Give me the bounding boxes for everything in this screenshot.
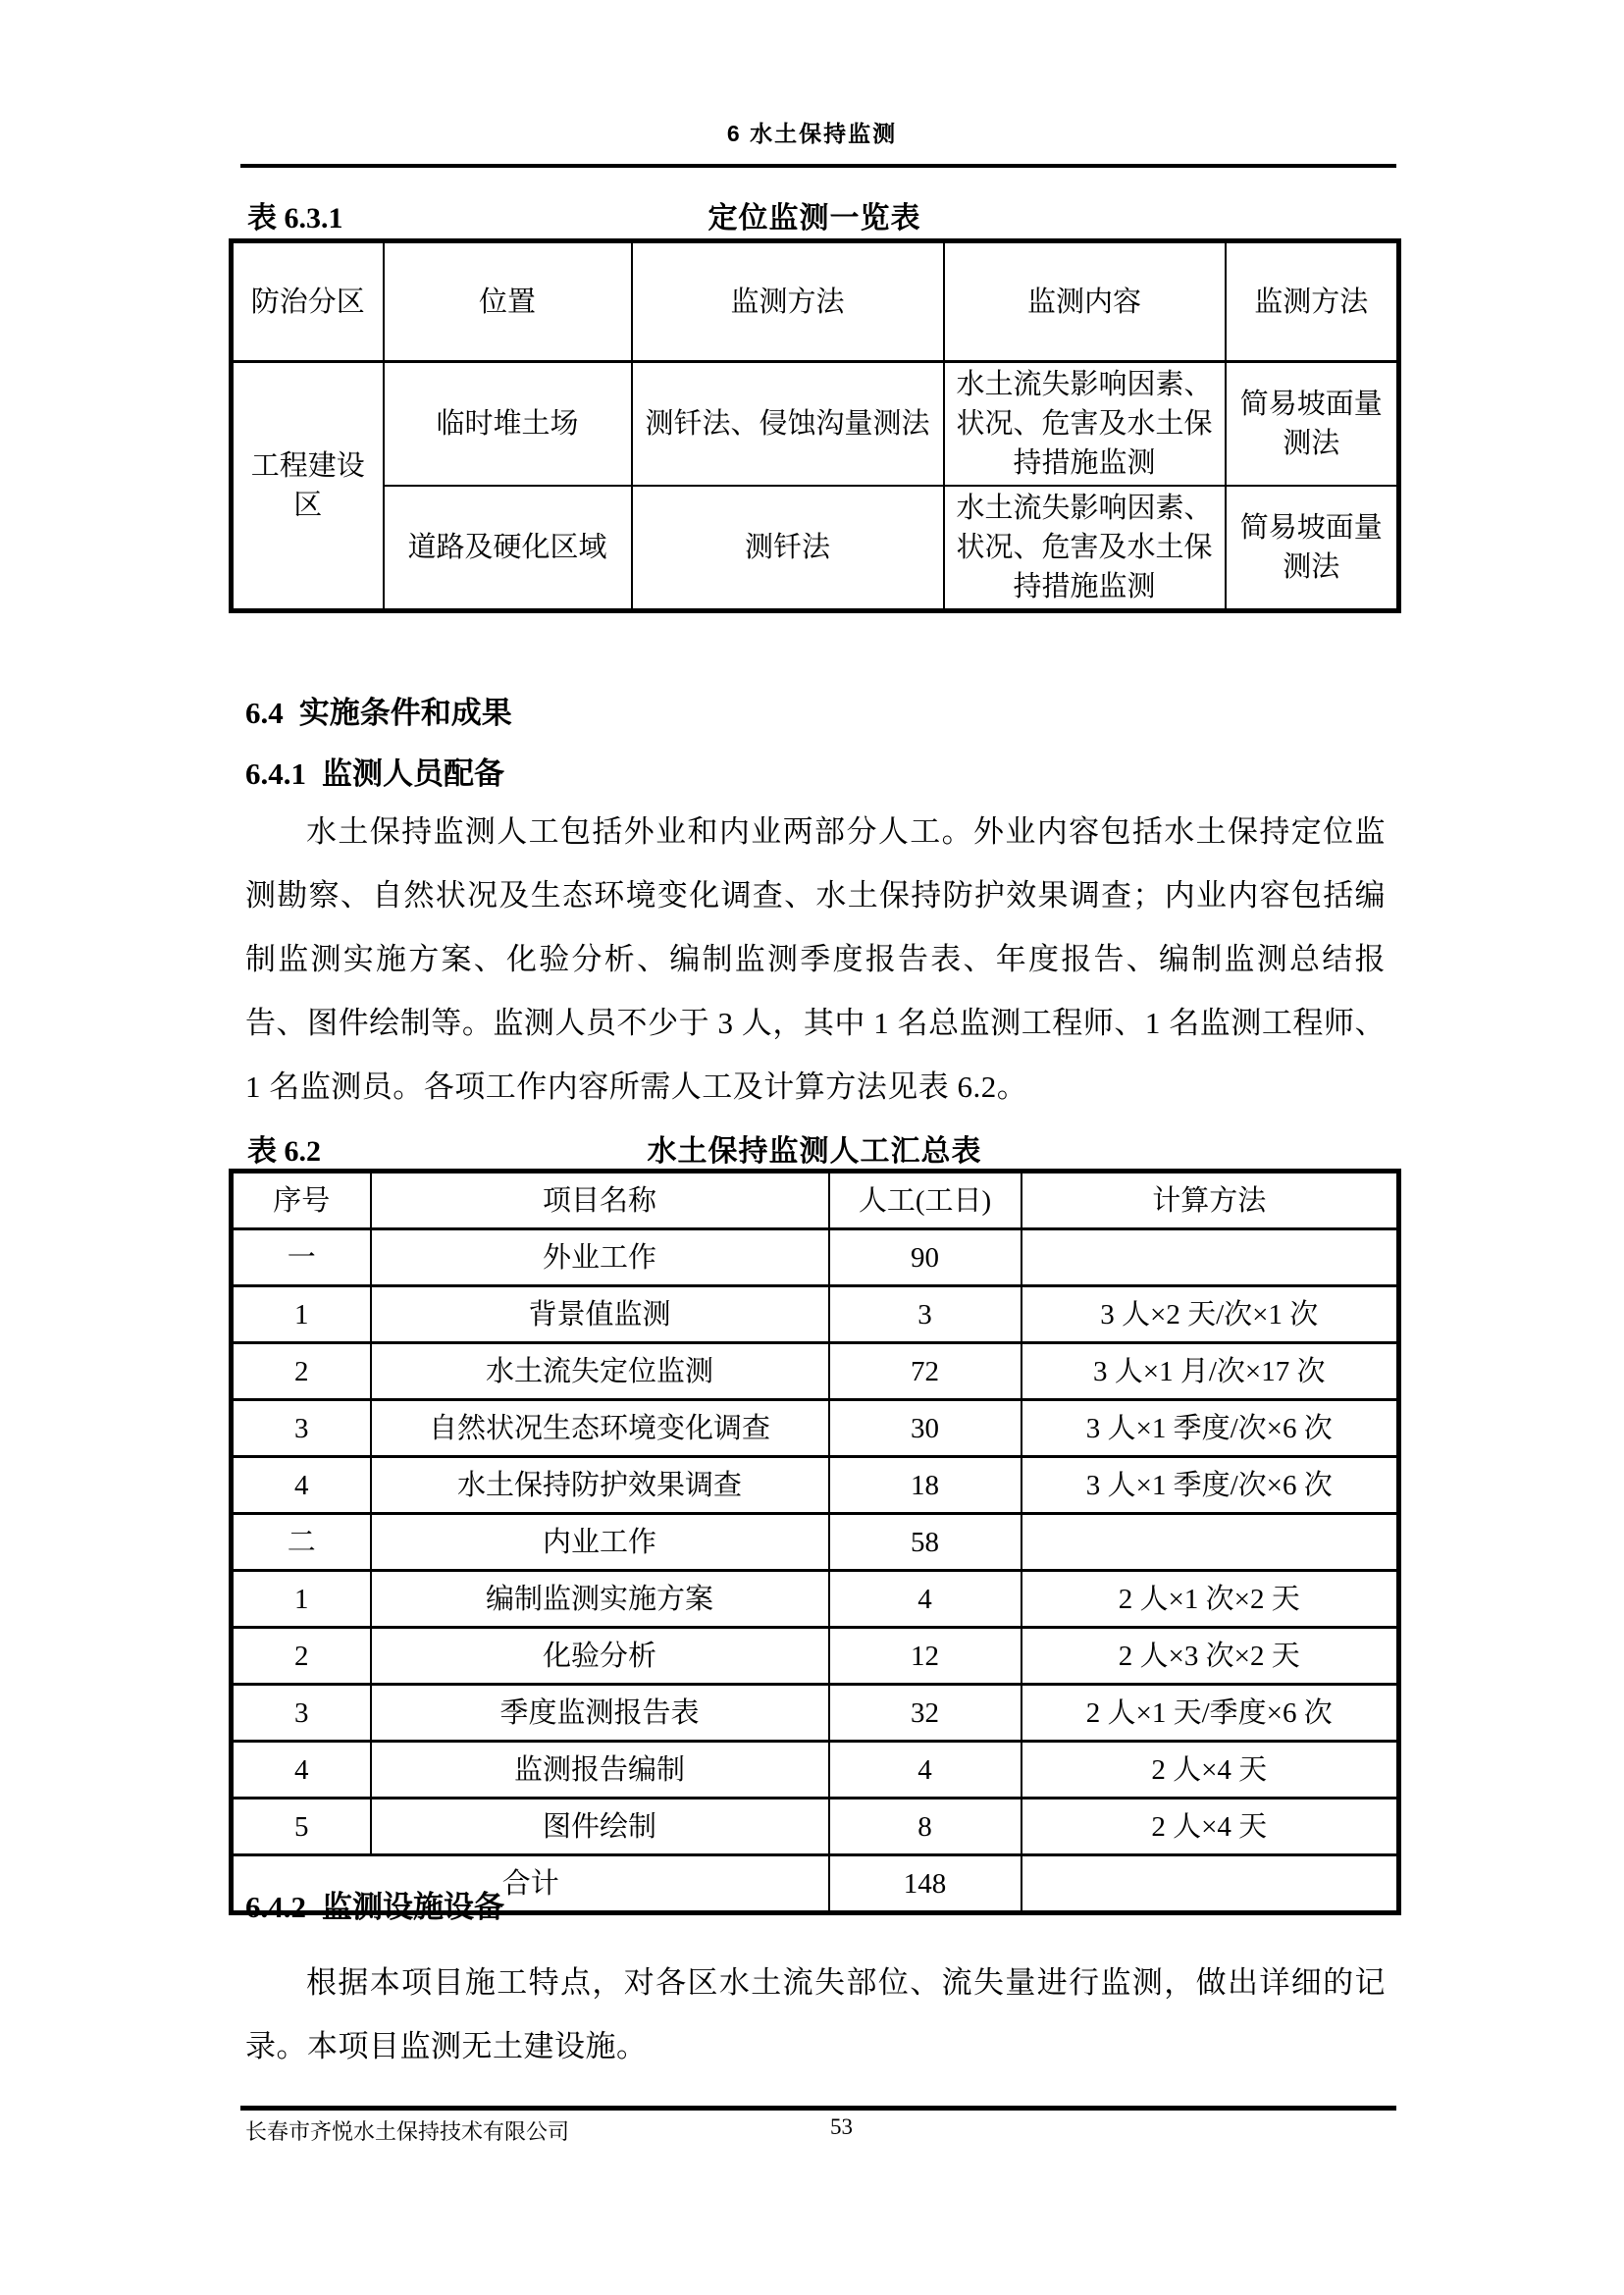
col-header: 监测方法: [1226, 241, 1399, 362]
calc-cell: 3 人×1 季度/次×6 次: [1022, 1457, 1399, 1514]
section-number: 6.4.2: [245, 1890, 306, 1924]
seq-cell: 3: [232, 1685, 371, 1742]
method2-cell: 简易坡面量测法: [1226, 362, 1399, 487]
section-title: 实施条件和成果: [298, 696, 512, 730]
seq-cell: 4: [232, 1742, 371, 1799]
section-title: 监测人员配备: [322, 756, 504, 791]
table-631-header-row: [232, 241, 1399, 362]
calc-cell: 3 人×1 月/次×17 次: [1022, 1343, 1399, 1400]
section-heading-6-4-1: [245, 749, 504, 793]
table-62: [229, 1169, 1401, 1915]
section-heading-6-4: [245, 688, 512, 732]
table-62-caption: [245, 1126, 1384, 1166]
seq-cell: 一: [232, 1229, 371, 1286]
table-row: [232, 1286, 1399, 1343]
item-cell: 内业工作: [371, 1514, 829, 1571]
table-row: [232, 1400, 1399, 1457]
item-cell: 图件绘制: [371, 1799, 829, 1855]
calc-cell: [1022, 1855, 1399, 1913]
calc-cell: 2 人×4 天: [1022, 1742, 1399, 1799]
section-number: 6.4: [245, 696, 284, 730]
paragraph-641: 水土保持监测人工包括外业和内业两部分人工。外业内容包括水土保持定位监测勘察、自然状况及生态环境变化调查、水土保持防护效果调查；内业内容包括编制监测实施方案、化验分析、编制监测季度报告表、年度报告、编制监测总结报告、图件绘制等。监测人员不少于 3 人，其中 1 名总监测工程师、1 名监测工程师、1 名监测员。各项工作内容所需人工及计算方法见表 6.2。: [245, 814, 1386, 1104]
page-header-title: 6 水土保持监测: [726, 121, 898, 146]
item-cell: 背景值监测: [371, 1286, 829, 1343]
table-631-caption: [245, 193, 1384, 233]
labor-cell: 8: [829, 1799, 1022, 1855]
labor-cell: 32: [829, 1685, 1022, 1742]
labor-cell: 12: [829, 1628, 1022, 1685]
table-row: [232, 1343, 1399, 1400]
paragraph-642: 根据本项目施工特点，对各区水土流失部位、流失量进行监测，做出详细的记录。本项目监测无土建设施。: [245, 1965, 1386, 2063]
col-header: 项目名称: [371, 1172, 829, 1229]
item-cell: 编制监测实施方案: [371, 1571, 829, 1628]
section-heading-6-4-2: [245, 1882, 504, 1926]
table-62-title: 水土保持监测人工汇总表: [647, 1135, 982, 1168]
table-62-header-row: [232, 1172, 1399, 1229]
calc-cell: 2 人×1 天/季度×6 次: [1022, 1685, 1399, 1742]
table-row: [232, 1742, 1399, 1799]
col-header: 序号: [232, 1172, 371, 1229]
footer-rule: [240, 2106, 1396, 2111]
seq-cell: 1: [232, 1286, 371, 1343]
calc-cell: 2 人×4 天: [1022, 1799, 1399, 1855]
content-cell: 水土流失影响因素、状况、危害及水土保持措施监测: [944, 362, 1226, 487]
calc-cell: 3 人×2 天/次×1 次: [1022, 1286, 1399, 1343]
labor-cell: 72: [829, 1343, 1022, 1400]
seq-cell: 3: [232, 1400, 371, 1457]
section-number: 6.4.1: [245, 756, 306, 791]
item-cell: 季度监测报告表: [371, 1685, 829, 1742]
table-631-label: 表 6.3.1: [247, 202, 343, 235]
labor-cell: 90: [829, 1229, 1022, 1286]
method-cell: 测钎法: [632, 486, 944, 611]
header-rule: [240, 164, 1396, 168]
section-title: 监测设施设备: [322, 1890, 504, 1924]
item-cell: 外业工作: [371, 1229, 829, 1286]
seq-cell: 2: [232, 1628, 371, 1685]
calc-cell: [1022, 1229, 1399, 1286]
zone-cell: 工程建设区: [232, 362, 384, 611]
seq-cell: 4: [232, 1457, 371, 1514]
total-label-cell: 合计: [232, 1855, 829, 1913]
seq-cell: 1: [232, 1571, 371, 1628]
col-header: 计算方法: [1022, 1172, 1399, 1229]
labor-cell: 3: [829, 1286, 1022, 1343]
table-62-label: 表 6.2: [247, 1135, 321, 1168]
table-row: [232, 1685, 1399, 1742]
table-631-title: 定位监测一览表: [707, 202, 921, 235]
method2-cell: 简易坡面量测法: [1226, 486, 1399, 611]
col-header: 防治分区: [232, 241, 384, 362]
col-header: 监测方法: [632, 241, 944, 362]
calc-cell: 3 人×1 季度/次×6 次: [1022, 1400, 1399, 1457]
table-row: [232, 486, 1399, 611]
table-row: [232, 362, 1399, 487]
table-row: [232, 1229, 1399, 1286]
footer-page-number: 53: [830, 2114, 853, 2139]
location-cell: 道路及硬化区域: [384, 486, 632, 611]
total-value-cell: 148: [829, 1855, 1022, 1913]
seq-cell: 5: [232, 1799, 371, 1855]
calc-cell: 2 人×1 次×2 天: [1022, 1571, 1399, 1628]
table-row: [232, 1571, 1399, 1628]
col-header: 人工(工日): [829, 1172, 1022, 1229]
item-cell: 自然状况生态环境变化调查: [371, 1400, 829, 1457]
item-cell: 化验分析: [371, 1628, 829, 1685]
item-cell: 水土保持防护效果调查: [371, 1457, 829, 1514]
labor-cell: 58: [829, 1514, 1022, 1571]
seq-cell: 2: [232, 1343, 371, 1400]
col-header: 监测内容: [944, 241, 1226, 362]
footer-company: 长春市齐悦水土保持技术有限公司: [245, 2119, 570, 2144]
calc-cell: [1022, 1514, 1399, 1571]
table-row: [232, 1514, 1399, 1571]
table-631: [229, 238, 1401, 613]
labor-cell: 4: [829, 1571, 1022, 1628]
labor-cell: 18: [829, 1457, 1022, 1514]
content-cell: 水土流失影响因素、状况、危害及水土保持措施监测: [944, 486, 1226, 611]
item-cell: 监测报告编制: [371, 1742, 829, 1799]
labor-cell: 30: [829, 1400, 1022, 1457]
labor-cell: 4: [829, 1742, 1022, 1799]
col-header: 位置: [384, 241, 632, 362]
item-cell: 水土流失定位监测: [371, 1343, 829, 1400]
calc-cell: 2 人×3 次×2 天: [1022, 1628, 1399, 1685]
location-cell: 临时堆土场: [384, 362, 632, 487]
table-row: [232, 1799, 1399, 1855]
table-row: [232, 1628, 1399, 1685]
method-cell: 测钎法、侵蚀沟量测法: [632, 362, 944, 487]
seq-cell: 二: [232, 1514, 371, 1571]
table-row: [232, 1457, 1399, 1514]
